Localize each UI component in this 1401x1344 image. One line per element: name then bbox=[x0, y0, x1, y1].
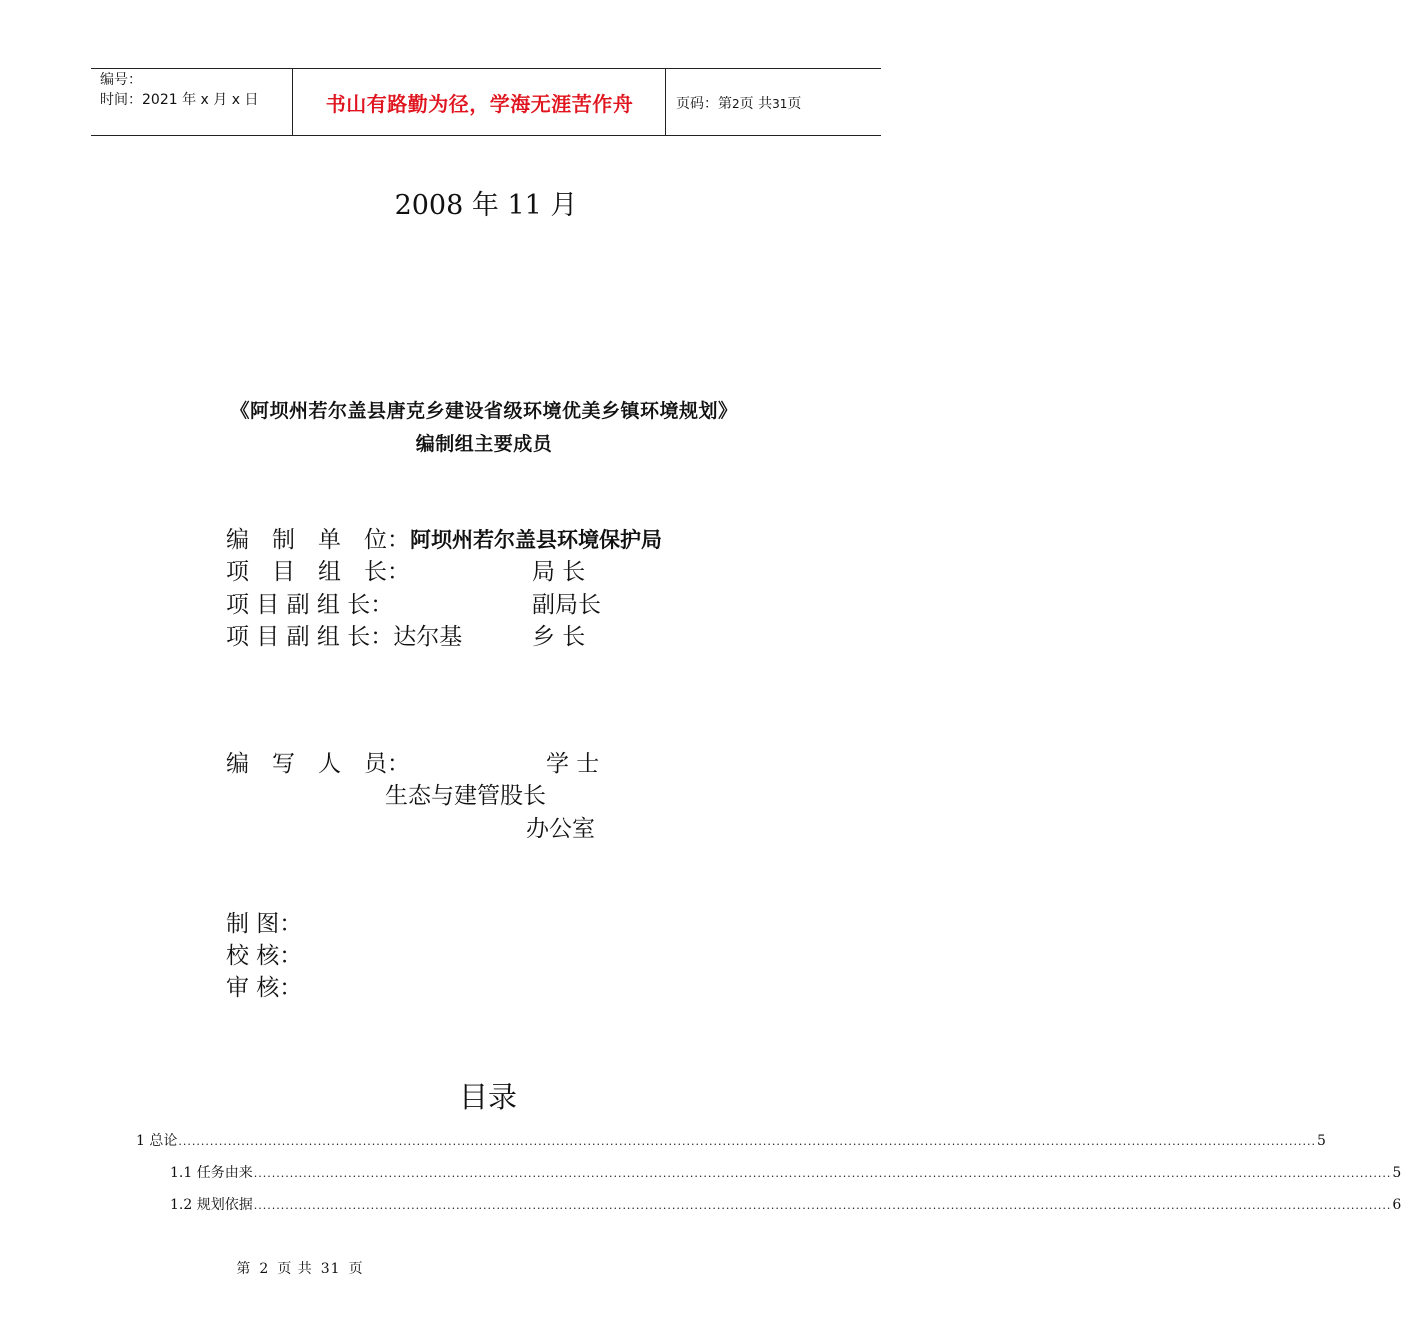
document-date: 2008 年 11 月 bbox=[394, 190, 578, 221]
footer-suffix: 页 bbox=[348, 1261, 364, 1277]
header-top-rule bbox=[91, 68, 881, 69]
toc-entry[interactable] bbox=[170, 1163, 1401, 1183]
header-page-middle: 页 共 bbox=[739, 96, 773, 112]
toc-entry-label: 1 总论 bbox=[136, 1133, 178, 1149]
toc-leader-dots: ............................................................................................................................................................................................................................................................. bbox=[253, 1167, 1392, 1180]
page-footer bbox=[0, 1258, 951, 1278]
footer-current: 2 bbox=[259, 1261, 270, 1277]
header-page-current: 2 bbox=[732, 97, 740, 111]
deputy-label: 项 目 副 组 长： bbox=[226, 592, 394, 618]
deputy2-title: 乡 长 bbox=[532, 624, 586, 650]
member-row-deputy bbox=[226, 586, 393, 619]
header-meta bbox=[100, 70, 258, 110]
header-page-total: 31 bbox=[772, 97, 788, 111]
toc-entry[interactable] bbox=[170, 1195, 1401, 1215]
header-motto: 书山有路勤为径，学海无涯苦作舟 bbox=[325, 92, 634, 116]
footer-middle: 页 共 bbox=[277, 1261, 313, 1277]
unit-value: 阿坝州若尔盖县环境保护局 bbox=[410, 528, 662, 552]
unit-label: 编 制 单 位： bbox=[226, 527, 410, 553]
footer-prefix: 第 bbox=[236, 1261, 252, 1277]
drawing-label: 制 图： bbox=[226, 911, 303, 937]
deputy-title: 副局长 bbox=[532, 592, 601, 618]
writer-label: 编 写 人 员： bbox=[226, 751, 410, 777]
member-row-deputy2 bbox=[226, 618, 462, 651]
toc-entry-page: 6 bbox=[1392, 1197, 1401, 1213]
toc-heading: 目录 bbox=[458, 1080, 517, 1114]
header-page-suffix: 页 bbox=[787, 96, 802, 112]
footer-total: 31 bbox=[320, 1261, 341, 1277]
header-number: 编号： bbox=[100, 72, 142, 88]
check-label: 校 核： bbox=[226, 943, 303, 969]
toc-entry-page: 5 bbox=[1317, 1133, 1326, 1149]
toc-leader-dots: ............................................................................................................................................................................................................................................................. bbox=[178, 1135, 1316, 1148]
header-page-prefix: 页码：第 bbox=[676, 96, 732, 112]
review-label: 审 核： bbox=[226, 975, 303, 1001]
header-page-number bbox=[676, 93, 801, 113]
member-row-leader bbox=[226, 553, 410, 586]
writer-title2: 生态与建管股长 bbox=[385, 783, 546, 809]
toc-entry-page: 5 bbox=[1392, 1165, 1401, 1181]
toc-entry[interactable] bbox=[136, 1131, 1326, 1151]
member-row-unit bbox=[226, 521, 662, 554]
deputy2-label: 项 目 副 组 长： bbox=[226, 624, 394, 650]
document-title-line1: 《阿坝州若尔盖县唐克乡建设省级环境优美乡镇环境规划》 bbox=[230, 400, 738, 422]
writer-title1: 学 士 bbox=[546, 751, 600, 777]
toc-entry-label: 1.2 规划依据 bbox=[170, 1197, 253, 1213]
toc-entry-label: 1.1 任务由来 bbox=[170, 1165, 253, 1181]
leader-title: 局 长 bbox=[532, 559, 586, 585]
header-time: 时间：2021 年 x 月 x 日 bbox=[100, 92, 259, 108]
member-row-writer bbox=[226, 745, 410, 778]
toc-leader-dots: ............................................................................................................................................................................................................................................................. bbox=[253, 1199, 1392, 1212]
writer-title3: 办公室 bbox=[526, 816, 595, 842]
deputy2-name: 达尔基 bbox=[393, 624, 463, 650]
document-title bbox=[0, 395, 968, 461]
header-bottom-rule bbox=[91, 135, 881, 136]
document-title-line2: 编制组主要成员 bbox=[415, 433, 553, 455]
leader-label: 项 目 组 长： bbox=[226, 559, 410, 585]
